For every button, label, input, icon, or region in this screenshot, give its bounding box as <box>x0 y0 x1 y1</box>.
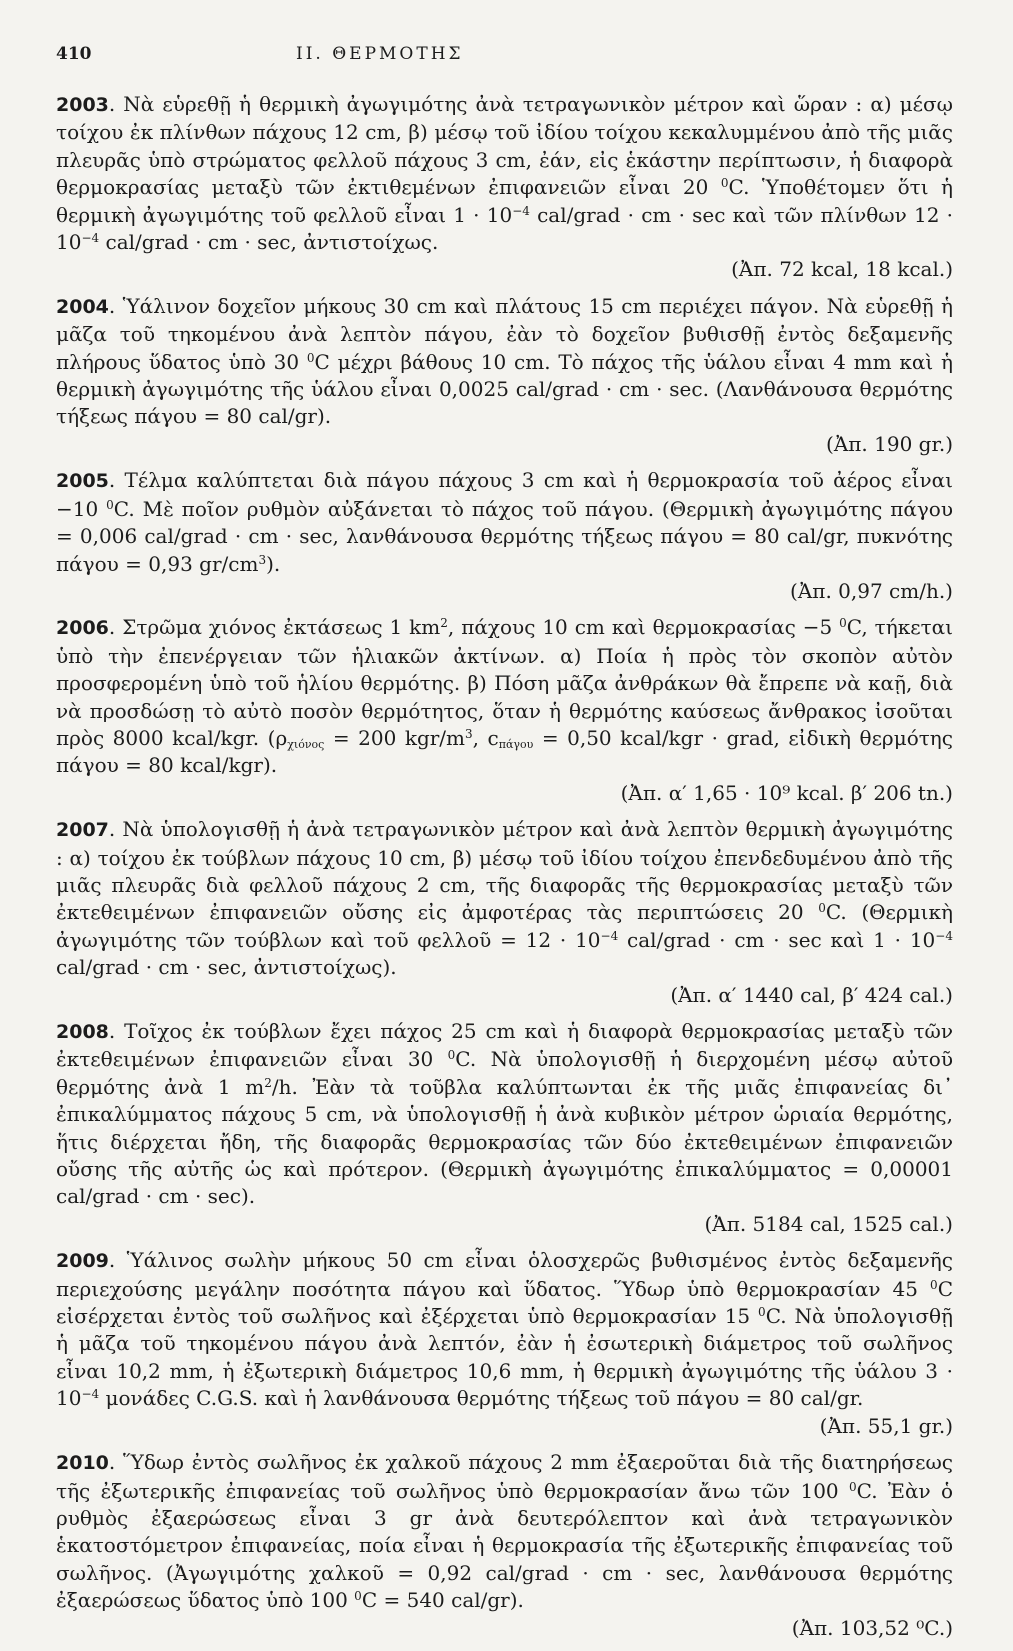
superscript: 0 <box>306 350 315 365</box>
superscript: 0 <box>849 1479 857 1494</box>
superscript: 0 <box>930 1277 938 1292</box>
problem-number: 2005 <box>56 470 109 493</box>
superscript: −4 <box>512 203 530 218</box>
problem-text: cal/grad · cm · sec, ἀντιστοίχως. <box>99 230 439 255</box>
problem-text: . Ὕδωρ ἐντὸς σωλῆνος ἐκ χαλκοῦ πάχους 2 mm ἐξαεροῦται διὰ τῆς διατηρήσεως τῆς ἐξωτερικῆς ἐπιφανείας τοῦ σωλῆνος ὑπὸ θερμοκρασίαν ἄνω τῶν 100 <box>56 1450 953 1503</box>
problem-text: . Νὰ ὑπολογισθῇ ἡ ἀνὰ τετραγωνικὸν μέτρον καὶ ἀνὰ λεπτὸν θερμικὴ ἀγωγιμότης : α) τοίχου ἐκ τούβλων πάχους 10 cm, β) μέσῳ τοῦ ἰδίου τοίχου ἐπενδεδυμένου ἀπὸ τῆς μιᾶς πλευρᾶς διὰ φελλοῦ πάχους 2 cm, τῆς διαφορᾶς τῆς θερμοκρασίας μεταξὺ τῶν ἐκτεθειμένων ἐπιφανειῶν οὔσης εἰς ἀμφοτέρας τὰς περιπτώσεις 20 <box>56 817 953 925</box>
superscript: 0 <box>354 1589 362 1604</box>
superscript: 0 <box>818 901 826 916</box>
superscript: 2 <box>264 1075 272 1090</box>
problem-text: . Στρῶμα χιόνος ἐκτάσεως 1 km <box>108 615 441 640</box>
superscript: 0 <box>839 616 847 631</box>
problem-text: . Νὰ εὑρεθῇ ἡ θερμικὴ ἀγωγιμότης ἀνὰ τετραγωνικὸν μέτρον καὶ ὥραν : α) μέσῳ τοίχου ἐκ πλίνθων πάχους 12 cm, β) μέσῳ τοῦ ἰδίου τοίχου κεκαλυμμένου ἀπὸ τῆς μιᾶς πλευρᾶς ὑπὸ στρώματος φελλοῦ πάχους 3 cm, ἐάν, εἰς ἑκάστην περίπτωσιν, ἡ διαφορὰ θερμοκρασίας μεταξὺ τῶν ἐκτιθεμένων ἐπιφανειῶν εἶναι 20 <box>56 92 953 200</box>
superscript: 0 <box>106 497 114 512</box>
problem-number: 2010 <box>56 1452 109 1475</box>
problem-text: cal/grad · cm · sec καὶ τῶν πλίνθων 12 · 10 <box>56 202 953 255</box>
problem-text: ). <box>266 551 281 576</box>
problem-text: . Τέλμα καλύπτεται διὰ πάγου πάχους 3 cm καὶ ἡ θερμοκρασία τοῦ ἀέρος εἶναι −10 <box>56 468 953 521</box>
answer: (Ἀπ. 0,97 cm/h.) <box>790 578 953 603</box>
page-number: 410 <box>56 44 92 64</box>
problem-text: , c <box>472 725 499 750</box>
problem-text: C μέχρι βάθους 10 cm. Τὸ πάχος τῆς ὑάλου εἶναι 4 mm καὶ ἡ θερμικὴ ἀγωγιμότης τῆς ὑάλου εἶναι 0,0025 cal/grad · cm · sec. (Λανθάνουσα θερμότης τήξεως πάγου = 80 cal/gr). <box>56 349 953 429</box>
problem-2004 <box>56 293 953 458</box>
superscript: −4 <box>935 928 953 943</box>
problem-number: 2008 <box>56 1021 109 1043</box>
problem-2003 <box>56 91 953 284</box>
chapter-title: II. ΘΕΡΜΟΤΗΣ <box>296 44 464 64</box>
problem-number: 2009 <box>56 1250 109 1273</box>
problem-2006 <box>56 614 953 807</box>
superscript: −4 <box>600 928 619 943</box>
answer: (Ἀπ. α′ 1,65 · 10⁹ kcal. β′ 206 tn.) <box>620 780 953 805</box>
problem-text: , πάχους 10 cm καὶ θερμοκρασίας −5 <box>447 615 840 640</box>
subscript: πάγου <box>498 737 534 751</box>
problem-text: C. (Θερμικὴ ἀγωγιμότης τῶν τούβλων καὶ τοῦ φελλοῦ = 12 · 10 <box>56 900 953 952</box>
problem-text: cal/grad · cm · sec, ἀντιστοίχως). <box>56 955 397 980</box>
problem-text: . Ὑάλινον δοχεῖον μήκους 30 cm καὶ πλάτους 15 cm περιέχει πάγον. Νὰ εὑρεθῇ ἡ μᾶζα τοῦ τηκομένου ἀνὰ λεπτὸν πάγου, ἐὰν τὸ δοχεῖον βυθισθῇ ἐντὸς δεξαμενῆς πλήρους ὕδατος ὑπὸ 30 <box>56 293 953 374</box>
answer: (Ἀπ. 103,52 ⁰C.) <box>791 1615 953 1640</box>
answer: (Ἀπ. 55,1 gr.) <box>819 1413 953 1438</box>
problem-text: C. Νὰ ὑπολογισθῇ ἡ διερχομένη μέσῳ αὐτοῦ θερμότης ἀνὰ 1 m <box>56 1047 953 1099</box>
subscript: χιόνος <box>287 737 325 751</box>
problem-text: . Ὑάλινος σωλὴν μήκους 50 cm εἶναι ὁλοσχερῶς βυθισμένος ἐντὸς δεξαμενῆς περιεχούσης μεγάλην ποσότητα πάγου καὶ ὕδατος. Ὕδωρ ὑπὸ θερμοκρασίαν 45 <box>56 1248 953 1301</box>
superscript: 3 <box>465 726 473 741</box>
superscript: 2 <box>440 616 448 631</box>
problem-number: 2004 <box>56 295 109 318</box>
superscript: −4 <box>81 231 100 246</box>
problem-2009 <box>56 1247 953 1440</box>
problem-number: 2007 <box>56 819 109 842</box>
superscript: 0 <box>447 1048 456 1063</box>
problem-text: C εἰσέρχεται ἐντὸς τοῦ σωλῆνος καὶ ἐξέρχεται ὑπὸ θερμοκρασίαν 15 <box>56 1276 953 1329</box>
superscript: 3 <box>258 552 267 567</box>
problem-list <box>56 91 953 1651</box>
problem-number: 2003 <box>56 94 109 116</box>
problem-text: C. Ὑποθέτομεν ὅτι ἡ θερμικὴ ἀγωγιμότης τοῦ φελλοῦ εἶναι 1 · 10 <box>56 175 953 227</box>
problem-2008 <box>56 1018 953 1238</box>
running-header <box>56 44 953 74</box>
problem-text: C. Ἐὰν ὁ ρυθμὸς ἐξαερώσεως εἶναι 3 gr ἀνὰ δευτερόλεπτον καὶ ἀνὰ τετραγωνικὸν ἑκατοστόμετρον ἐπιφανείας, ποία εἶναι ἡ θερμοκρασία τῆς ἐξωτερικῆς ἐπιφανείας τοῦ σωλῆνος. (Ἀγωγιμότης χαλκοῦ = 0,92 cal/grad · cm · sec, λανθάνουσα θερμότης ἐξαερώσεως ὕδατος ὑπὸ 100 <box>56 1478 954 1613</box>
problem-text: C = 540 cal/gr). <box>361 1588 524 1613</box>
problem-text: C. Νὰ ὑπολογισθῇ ἡ μᾶζα τοῦ τηκομένου πάγου ἀνὰ λεπτόν, ἐὰν ἡ ἐσωτερικὴ διάμετρος τοῦ σωλῆνος εἶναι 10,2 mm, ἡ ἐξωτερικὴ διάμετρος 10,6 mm, ἡ θερμικὴ ἀγωγιμότης τῆς ὑάλου 3 · 10 <box>56 1304 953 1411</box>
answer: (Ἀπ. α′ 1440 cal, β′ 424 cal.) <box>670 982 953 1007</box>
superscript: −4 <box>81 1387 100 1402</box>
superscript: 0 <box>758 1305 766 1320</box>
problem-text: = 200 kgr/m <box>324 725 466 750</box>
problem-text: . Τοῖχος ἐκ τούβλων ἔχει πάχος 25 cm καὶ ἡ διαφορὰ θερμοκρασίας μεταξὺ τῶν ἐκτεθειμένων ἐπιφανειῶν εἶναι 30 <box>56 1019 953 1072</box>
problem-number: 2006 <box>56 617 109 640</box>
problem-text: μονάδες C.G.S. καὶ ἡ λανθάνουσα θερμότης τήξεως τοῦ πάγου = 80 cal/gr. <box>99 1386 864 1411</box>
problem-2005 <box>56 467 953 605</box>
problem-text: C. Μὲ ποῖον ρυθμὸν αὐξάνεται τὸ πάχος τοῦ πάγου. (Θερμικὴ ἀγωγιμότης πάγου = 0,006 cal/grad · cm · sec, λανθάνουσα θερμότης τήξεως πάγου = 80 cal/gr, πυκνότης πάγου = 0,93 gr/cm <box>56 496 954 576</box>
superscript: 0 <box>720 176 729 191</box>
problem-text: C, τήκεται ὑπὸ τὴν ἐπενέργειαν τῶν ἡλιακῶν ἀκτίνων. α) Ποία ἡ πρὸς τὸν σκοπὸν αὐτὸν προσφερομένη ὑπὸ τοῦ ἡλίου θερμότης. β) Πόση μᾶζα ἀνθράκων θὰ ἔπρεπε νὰ καῇ, διὰ νὰ προσδώσῃ τὸ αὐτὸ ποσὸν θερμότητος, ὅταν ἡ θερμότης καύσεως ἄνθρακος ἰσοῦται πρὸς 8000 kcal/kgr. (ρ <box>56 615 954 750</box>
problem-text: cal/grad · cm · sec καὶ 1 · 10 <box>618 927 936 952</box>
problem-2007 <box>56 816 953 1009</box>
problem-text: /h. Ἐὰν τὰ τοῦβλα καλύπτωνται ἐκ τῆς μιᾶς ἐπιφανείας δι᾽ ἐπικαλύμματος πάχους 5 cm, νὰ ὑπολογισθῇ ἡ ἀνὰ κυβικὸν μέτρον ὡριαία θερμότης, ἥτις διέρχεται ἤδη, τῆς διαφορᾶς θερμοκρασίας τῶν δύο ἐκτεθειμένων ἐπιφανειῶν οὔσης τῆς αὐτῆς ὡς καὶ πρότερον. (Θερμικὴ ἀγωγιμότης ἐπικαλύμματος = 0,00001 cal/grad · cm · sec). <box>56 1074 953 1209</box>
answer: (Ἀπ. 190 gr.) <box>826 431 953 456</box>
problem-text: = 0,50 kcal/kgr · grad, εἰδικὴ θερμότης πάγου = 80 kcal/kgr). <box>56 725 953 778</box>
answer: (Ἀπ. 5184 cal, 1525 cal.) <box>704 1211 953 1236</box>
problem-2010 <box>56 1449 953 1642</box>
answer: (Ἀπ. 72 kcal, 18 kcal.) <box>731 257 953 282</box>
